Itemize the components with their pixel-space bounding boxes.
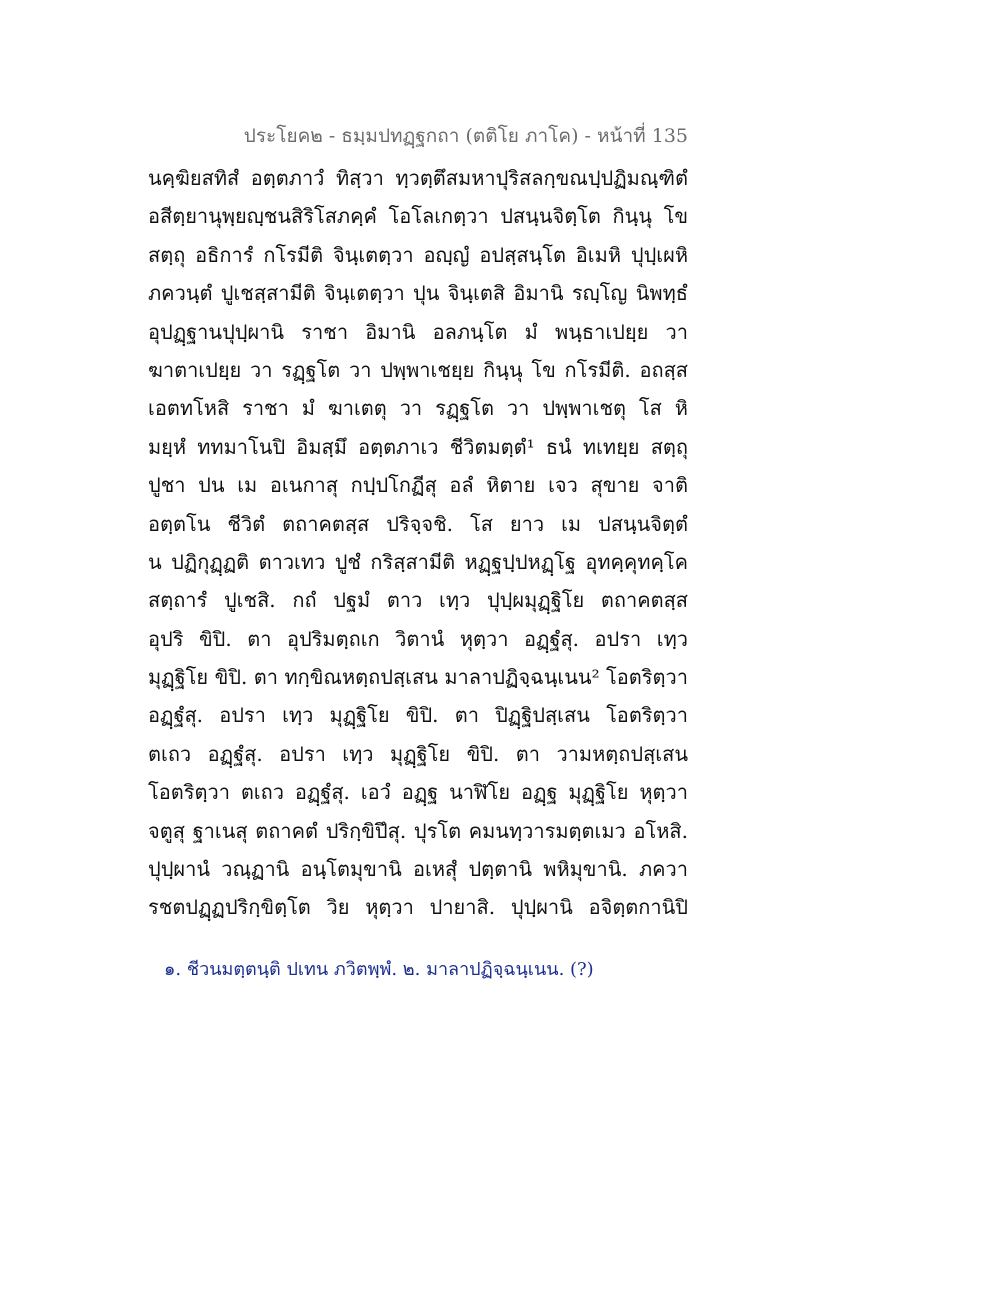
text-line: น ปฏิกุฏฺฏติ ตาวเทว ปูชํ กริสฺสามีติ หฏฺฐปฺปหฏฺโฐ อุทคฺคุทคฺโค <box>148 549 688 574</box>
text-line: ตเถว อฏฺฐํสุ. อปรา เทฺว มุฏฺฐิโย ขิปิ. ตา วามหตฺถปสฺเสน <box>148 741 688 766</box>
text-line: ปุปฺผานํ วณฺฏานิ อนฺโตมุขานิ อเหสุํ ปตฺตานิ พหิมุขานิ. ภควา <box>148 857 688 882</box>
text-line: ภควนฺตํ ปูเชสฺสามีติ จินฺเตตฺวา ปุน จินฺเตสิ อิมานิ รญฺโญ นิพทฺธํ <box>148 281 688 306</box>
text-line: ปูชา ปน เม อเนกาสุ กปฺปโกฏีสุ อลํ หิตาย เจว สุขาย จาติ <box>148 473 688 498</box>
text-line: สตฺถารํ ปูเชสิ. กถํ ปฐมํ ตาว เทฺว ปุปฺผมุฏฺฐิโย ตถาคตสฺส <box>148 588 688 613</box>
text-line: มยฺหํ ททมาโนปิ อิมสฺมึ อตฺตภาเว ชีวิตมตฺตํ¹ ธนํ ทเทยฺย สตฺถุ <box>148 434 688 459</box>
footnote: ๑. ชีวนมตฺตนฺติ ปเทน ภวิตพฺพํ. ๒. มาลาปฏิจฺฉนฺเนน. (?) <box>164 959 594 980</box>
text-line: ฆาตาเปยฺย วา รฏฺฐโต วา ปพฺพาเชยฺย กินฺนุ โข กโรมีติ. อถสฺส <box>148 357 688 382</box>
text-line: โอตริตฺวา ตเถว อฏฺฐํสุ. เอวํ อฏฺฐ นาฬิโย อฏฺฐ มุฏฺฐิโย หุตฺวา <box>148 780 688 805</box>
text-line: อุปฏฺฐานปุปฺผานิ ราชา อิมานิ อลภนฺโต มํ พนฺธาเปยฺย วา <box>148 319 688 344</box>
text-line: จตูสุ ฐาเนสุ ตถาคตํ ปริกฺขิปึสุ. ปุรโต คมนทฺวารมตฺตเมว อโหสิ. <box>148 818 688 843</box>
text-line: อฏฺฐํสุ. อปรา เทฺว มุฏฺฐิโย ขิปิ. ตา ปิฏฺฐิปสฺเสน โอตริตฺวา <box>148 703 688 728</box>
text-line: อุปริ ขิปิ. ตา อุปริมตฺถเก วิตานํ หุตฺวา อฏฺฐํสุ. อปรา เทฺว <box>148 626 688 651</box>
text-line: อสีตฺยานุพฺยญฺชนสิริโสภคฺคํ โอโลเกตฺวา ปสนฺนจิตฺโต กินฺนุ โข <box>148 204 688 229</box>
body-text <box>148 159 688 927</box>
text-line: นคฺฆิยสทิสํ อตฺตภาวํ ทิสฺวา ทฺวตฺตึสมหาปุริสลกฺขณปฺปฏิมณฺฑิตํ <box>148 166 688 190</box>
text-line: สตฺถุ อธิการํ กโรมีติ จินฺเตตฺวา อญฺญํ อปสฺสนฺโต อิเมหิ ปุปฺเผหิ <box>148 242 688 267</box>
text-line: อตฺตโน ชีวิตํ ตถาคตสฺส ปริจฺจชิ. โส ยาว เม ปสนฺนจิตฺตํ <box>148 511 688 536</box>
running-header: ประโยค๒ - ธมฺมปทฏฺฐกถา (ตติโย ภาโค) - หน้าที่ 135 <box>243 125 688 147</box>
text-line: รชตปฏฺฏปริกฺขิตฺโต วิย หุตฺวา ปายาสิ. ปุปฺผานิ อจิตฺตกานิปิ <box>148 895 688 920</box>
text-line: เอตทโหสิ ราชา มํ ฆาเตตุ วา รฏฺฐโต วา ปพฺพาเชตุ โส หิ <box>148 396 688 421</box>
text-line: มุฏฺฐิโย ขิปิ. ตา ทกฺขิณหตฺถปสฺเสน มาลาปฏิจฺฉนฺเนน² โอตริตฺวา <box>148 665 688 690</box>
